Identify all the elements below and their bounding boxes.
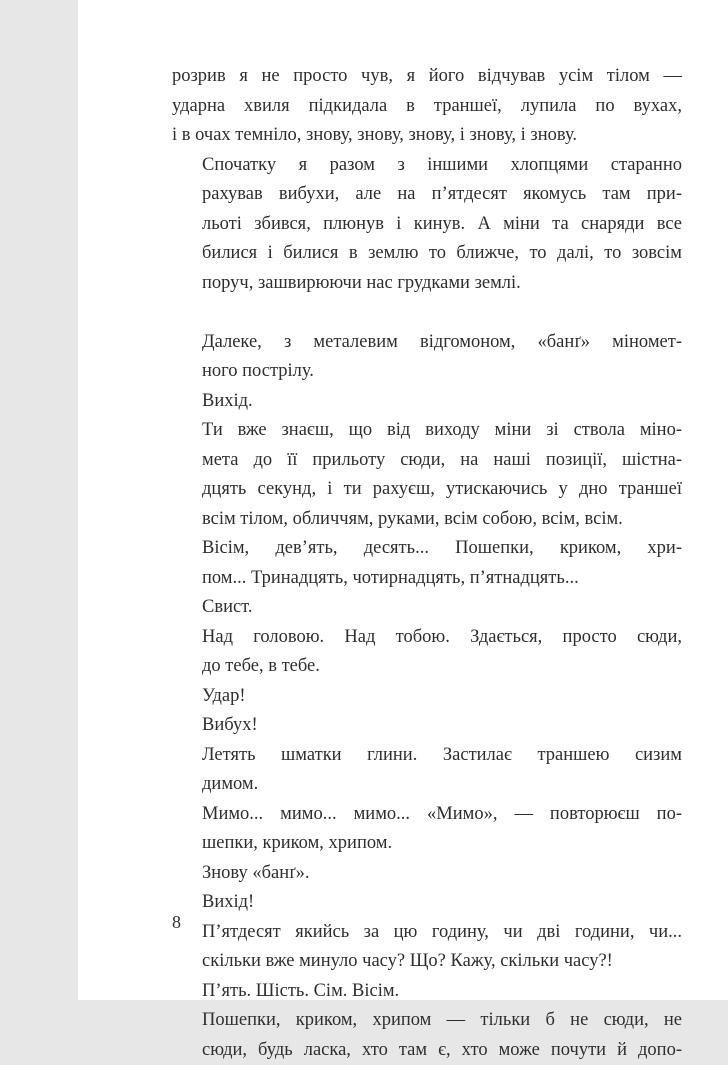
text-line: мета до її прильоту сюди, на наші позиції, шістна- xyxy=(172,446,682,476)
text-line: і в очах темніло, знову, знову, знову, і знову, і знову. xyxy=(172,121,682,151)
paragraph xyxy=(172,741,682,800)
text-line: скільки вже минуло часу? Що? Кажу, скільки часу?! xyxy=(172,947,682,977)
text-line: Спочатку я разом з іншими хлопцями старанно xyxy=(172,151,682,181)
paragraph xyxy=(172,534,682,593)
text-line: Вихід. xyxy=(172,387,682,417)
text-line: Пошепки, криком, хрипом — тільки б не сюди, не xyxy=(172,1006,682,1036)
paragraph xyxy=(172,800,682,859)
text-line: до тебе, в тебе. xyxy=(172,652,682,682)
text-line: Над головою. Над тобою. Здається, просто сюди, xyxy=(172,623,682,653)
text-line: льоті збився, плюнув і кинув. А міни та снаряди все xyxy=(172,210,682,240)
paragraph xyxy=(172,623,682,682)
text-line: Ти вже знаєш, що від виходу міни зі ствола міно- xyxy=(172,416,682,446)
paragraph xyxy=(172,1006,682,1065)
text-line: поруч, зашвирюючи нас грудками землі. xyxy=(172,269,682,299)
paragraph xyxy=(172,859,682,889)
text-line: Свист. xyxy=(172,593,682,623)
book-page xyxy=(78,0,728,1000)
text-line: П’ятдесят якийсь за цю годину, чи дві години, чи... xyxy=(172,918,682,948)
text-line: Мимо... мимо... мимо... «Мимо», — повторюєш по- xyxy=(172,800,682,830)
paragraph xyxy=(172,977,682,1007)
text-line: Летять шматки глини. Застилає траншею сизим xyxy=(172,741,682,771)
paragraph xyxy=(172,151,682,299)
text-line: пом... Тринадцять, чотирнадцять, п’ятнадцять... xyxy=(172,564,682,594)
paragraph xyxy=(172,918,682,977)
text-line: димом. xyxy=(172,770,682,800)
text-line: Вісім, дев’ять, десять... Пошепки, криком, хри- xyxy=(172,534,682,564)
paragraph xyxy=(172,387,682,417)
text-line: ударна хвиля підкидала в траншеї, лупила по вухах, xyxy=(172,92,682,122)
text-line: сюди, будь ласка, хто там є, хто може почути й допо- xyxy=(172,1036,682,1065)
paragraph xyxy=(172,416,682,534)
text-line: дцять секунд, і ти рахуєш, утискаючись у дно траншеї xyxy=(172,475,682,505)
paragraph xyxy=(172,62,682,151)
text-line: розрив я не просто чув, я його відчував усім тілом — xyxy=(172,62,682,92)
text-line: Удар! xyxy=(172,682,682,712)
text-line: всім тілом, обличчям, руками, всім собою, всім, всім. xyxy=(172,505,682,535)
text-line: шепки, криком, хрипом. xyxy=(172,829,682,859)
paragraph xyxy=(172,328,682,387)
page-number: 8 xyxy=(172,912,181,933)
text-line: билися і билися в землю то ближче, то далі, то зовсім xyxy=(172,239,682,269)
text-line: Далеке, з металевим відгомоном, «банґ» міномет- xyxy=(172,328,682,358)
text-line: Знову «банґ». xyxy=(172,859,682,889)
paragraph xyxy=(172,682,682,712)
text-line: ного пострілу. xyxy=(172,357,682,387)
paragraph xyxy=(172,888,682,918)
text-line: Вибух! xyxy=(172,711,682,741)
paragraph xyxy=(172,593,682,623)
paragraph xyxy=(172,711,682,741)
text-line: П’ять. Шість. Сім. Вісім. xyxy=(172,977,682,1007)
text-line: рахував вибухи, але на п’ятдесят якомусь там при- xyxy=(172,180,682,210)
text-line: Вихід! xyxy=(172,888,682,918)
body-text xyxy=(172,62,682,1065)
